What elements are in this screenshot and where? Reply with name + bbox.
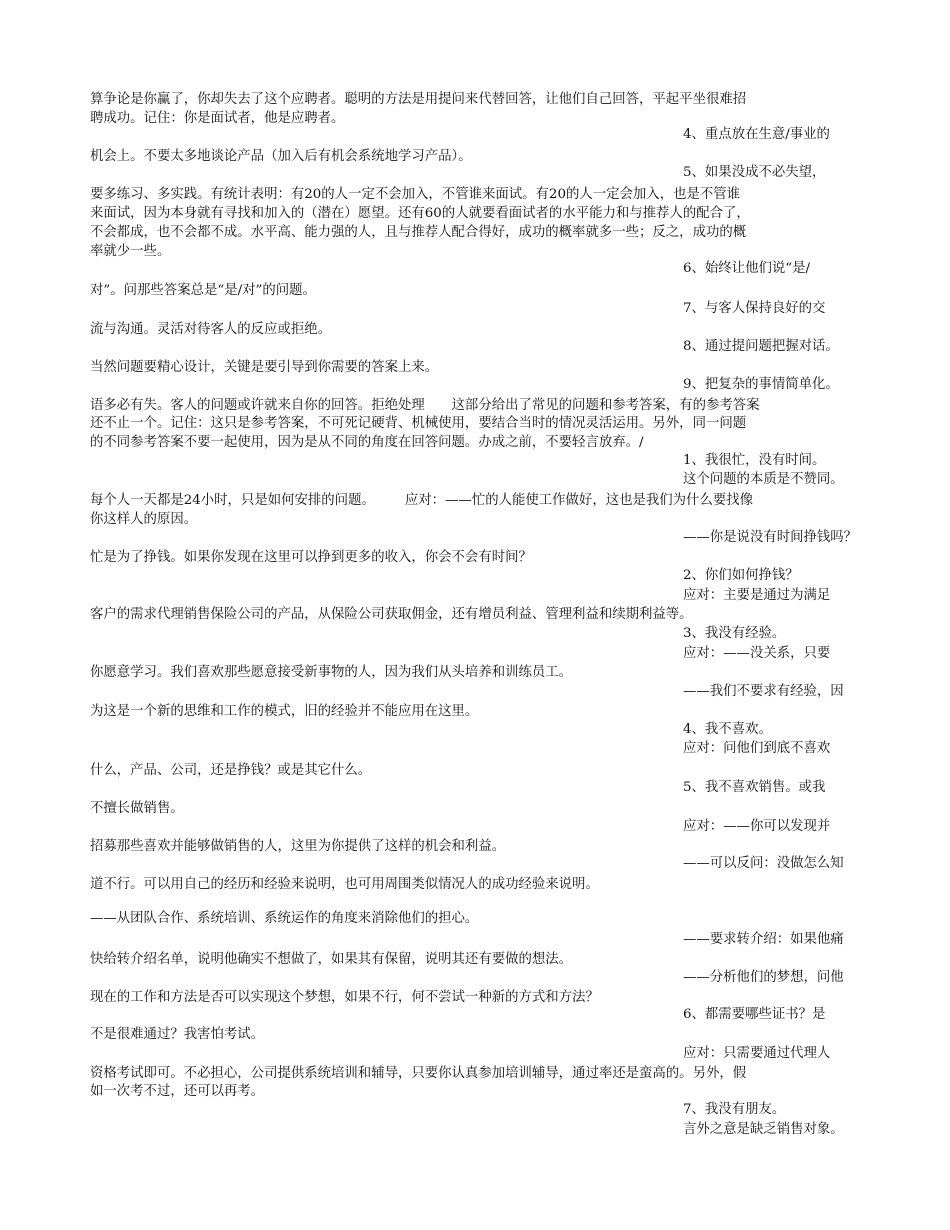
text-line: 如一次考不过，还可以再考。 — [90, 1084, 265, 1099]
text-line: 为这是一个新的思维和工作的模式，旧的经验并不能应用在这里。 — [90, 704, 479, 719]
text-line: 你这样人的原因。 — [90, 512, 198, 527]
text-line: 的不同参考答案不要一起使用，因为是从不同的角度在回答问题。办成之前，不要轻言放弃。/ — [90, 435, 644, 450]
text-line: 招募那些喜欢并能够做销售的人，这里为你提供了这样的机会和利益。 — [90, 839, 506, 854]
text-line: 应对：——没关系，只要 — [683, 646, 831, 661]
text-line: 应对：问他们到底不喜欢 — [683, 741, 831, 756]
text-line: 语多必有失。客人的问题或许就来自你的回答。拒绝处理 这部分给出了常见的问题和参考答案，有的参考答案 — [90, 398, 760, 413]
text-line: 来面试，因为本身就有寻找和加入的（潜在）愿望。还有60的人就要看面试者的水平能力和与推荐人的配合了， — [90, 206, 750, 221]
text-line: ——我们不要求有经验，因 — [683, 684, 844, 699]
text-line: 现在的工作和方法是否可以实现这个梦想，如果不行，何不尝试一种新的方式和方法？ — [90, 990, 599, 1005]
text-line: 5、如果没成不必失望， — [683, 165, 826, 180]
text-line: ——从团队合作、系统培训、系统运作的角度来消除他们的担心。 — [90, 911, 479, 926]
text-line: ——分析他们的梦想，问他 — [683, 970, 844, 985]
text-line: 不是很难通过？我害怕考试。 — [90, 1027, 265, 1042]
text-line: ——你是说没有时间挣钱吗？ — [683, 530, 858, 545]
text-line: 流与沟通。灵活对待客人的反应或拒绝。 — [90, 322, 332, 337]
text-line: 机会上。不要太多地谈论产品（加入后有机会系统地学习产品）。 — [90, 149, 472, 164]
text-line: 资格考试即可。不必担心，公司提供系统培训和辅导，只要你认真参加培训辅导，通过率还是蛮高的。另外，假 — [90, 1066, 747, 1081]
text-line: 不会都成，也不会都不成。水平高、能力强的人，且与推荐人配合得好，成功的概率就多一些；反之，成功的概 — [90, 225, 747, 240]
text-line: 要多练习、多实践。有统计表明：有20的人一定不会加入，不管谁来面试。有20的人一定会加入，也是不管谁 — [90, 187, 741, 202]
text-line: 聘成功。记住：你是面试者，他是应聘者。 — [90, 111, 345, 126]
text-line: 应对：只需要通过代理人 — [683, 1046, 831, 1061]
text-line: 6、都需要哪些证书？是 — [683, 1007, 826, 1022]
text-line — [90, 492, 753, 510]
text-line: 快给转介绍名单，说明他确实不想做了，如果其有保留，说明其还有要做的想法。 — [90, 952, 573, 967]
text-line: 3、我没有经验。 — [683, 626, 786, 641]
text-line: 率就少一些。 — [90, 244, 171, 259]
text-line: 这个问题的本质是不赞同。 — [683, 472, 844, 487]
text-line: 1、我很忙，没有时间。 — [683, 453, 826, 468]
text-line: 6、始终让他们说“是/ — [683, 261, 811, 276]
text-line: 应对：主要是通过为满足 — [683, 588, 831, 603]
text-line: 算争论是你赢了，你却失去了这个应聘者。聪明的方法是用提问来代替回答，让他们自己回答，平起平坐很难招 — [90, 92, 747, 107]
text-line: 还不止一个。记住：这只是参考答案，不可死记硬背、机械使用，要结合当时的情况灵活运用。另外，同一问题 — [90, 416, 747, 431]
text-line: ——可以反问：没做怎么知 — [683, 856, 844, 871]
text-line: 应对：——你可以发现并 — [683, 819, 831, 834]
text-line: 5、我不喜欢销售。或我 — [683, 780, 826, 795]
text-line: 言外之意是缺乏销售对象。 — [683, 1122, 844, 1137]
text-line: 7、与客人保持良好的交 — [683, 301, 826, 316]
text-line: 什么，产品、公司，还是挣钱？或是其它什么。 — [90, 763, 372, 778]
text-line: 当然问题要精心设计，关键是要引导到你需要的答案上来。 — [90, 360, 439, 375]
text-segment: 每个人一天都是24小时，只是如何安排的问题。 — [90, 493, 375, 508]
text-line: 对”。问那些答案总是“是/对”的问题。 — [90, 283, 316, 298]
text-line: 你愿意学习。我们喜欢那些愿意接受新事物的人，因为我们从头培养和训练员工。 — [90, 665, 573, 680]
text-line: 不擅长做销售。 — [90, 801, 184, 816]
text-segment: 应对：——忙的人能使工作做好，这也是我们为什么要找像 — [404, 493, 754, 508]
text-line: 4、重点放在生意/事业的 — [683, 127, 830, 142]
text-line: 客户的需求代理销售保险公司的产品，从保险公司获取佣金，还有增员利益、管理利益和续期利益等。 — [90, 607, 693, 622]
text-line: 9、把复杂的事情简单化。 — [683, 377, 839, 392]
text-line: ——要求转介绍：如果他痛 — [683, 932, 844, 947]
text-line: 4、我不喜欢。 — [683, 722, 772, 737]
text-line: 7、我没有朋友。 — [683, 1102, 786, 1117]
text-line: 忙是为了挣钱。如果你发现在这里可以挣到更多的收入，你会不会有时间？ — [90, 550, 532, 565]
text-line: 2、你们如何挣钱？ — [683, 568, 799, 583]
text-line: 道不行。可以用自己的经历和经验来说明，也可用周围类似情况人的成功经验来说明。 — [90, 877, 599, 892]
text-line: 8、通过提问题把握对话。 — [683, 339, 839, 354]
